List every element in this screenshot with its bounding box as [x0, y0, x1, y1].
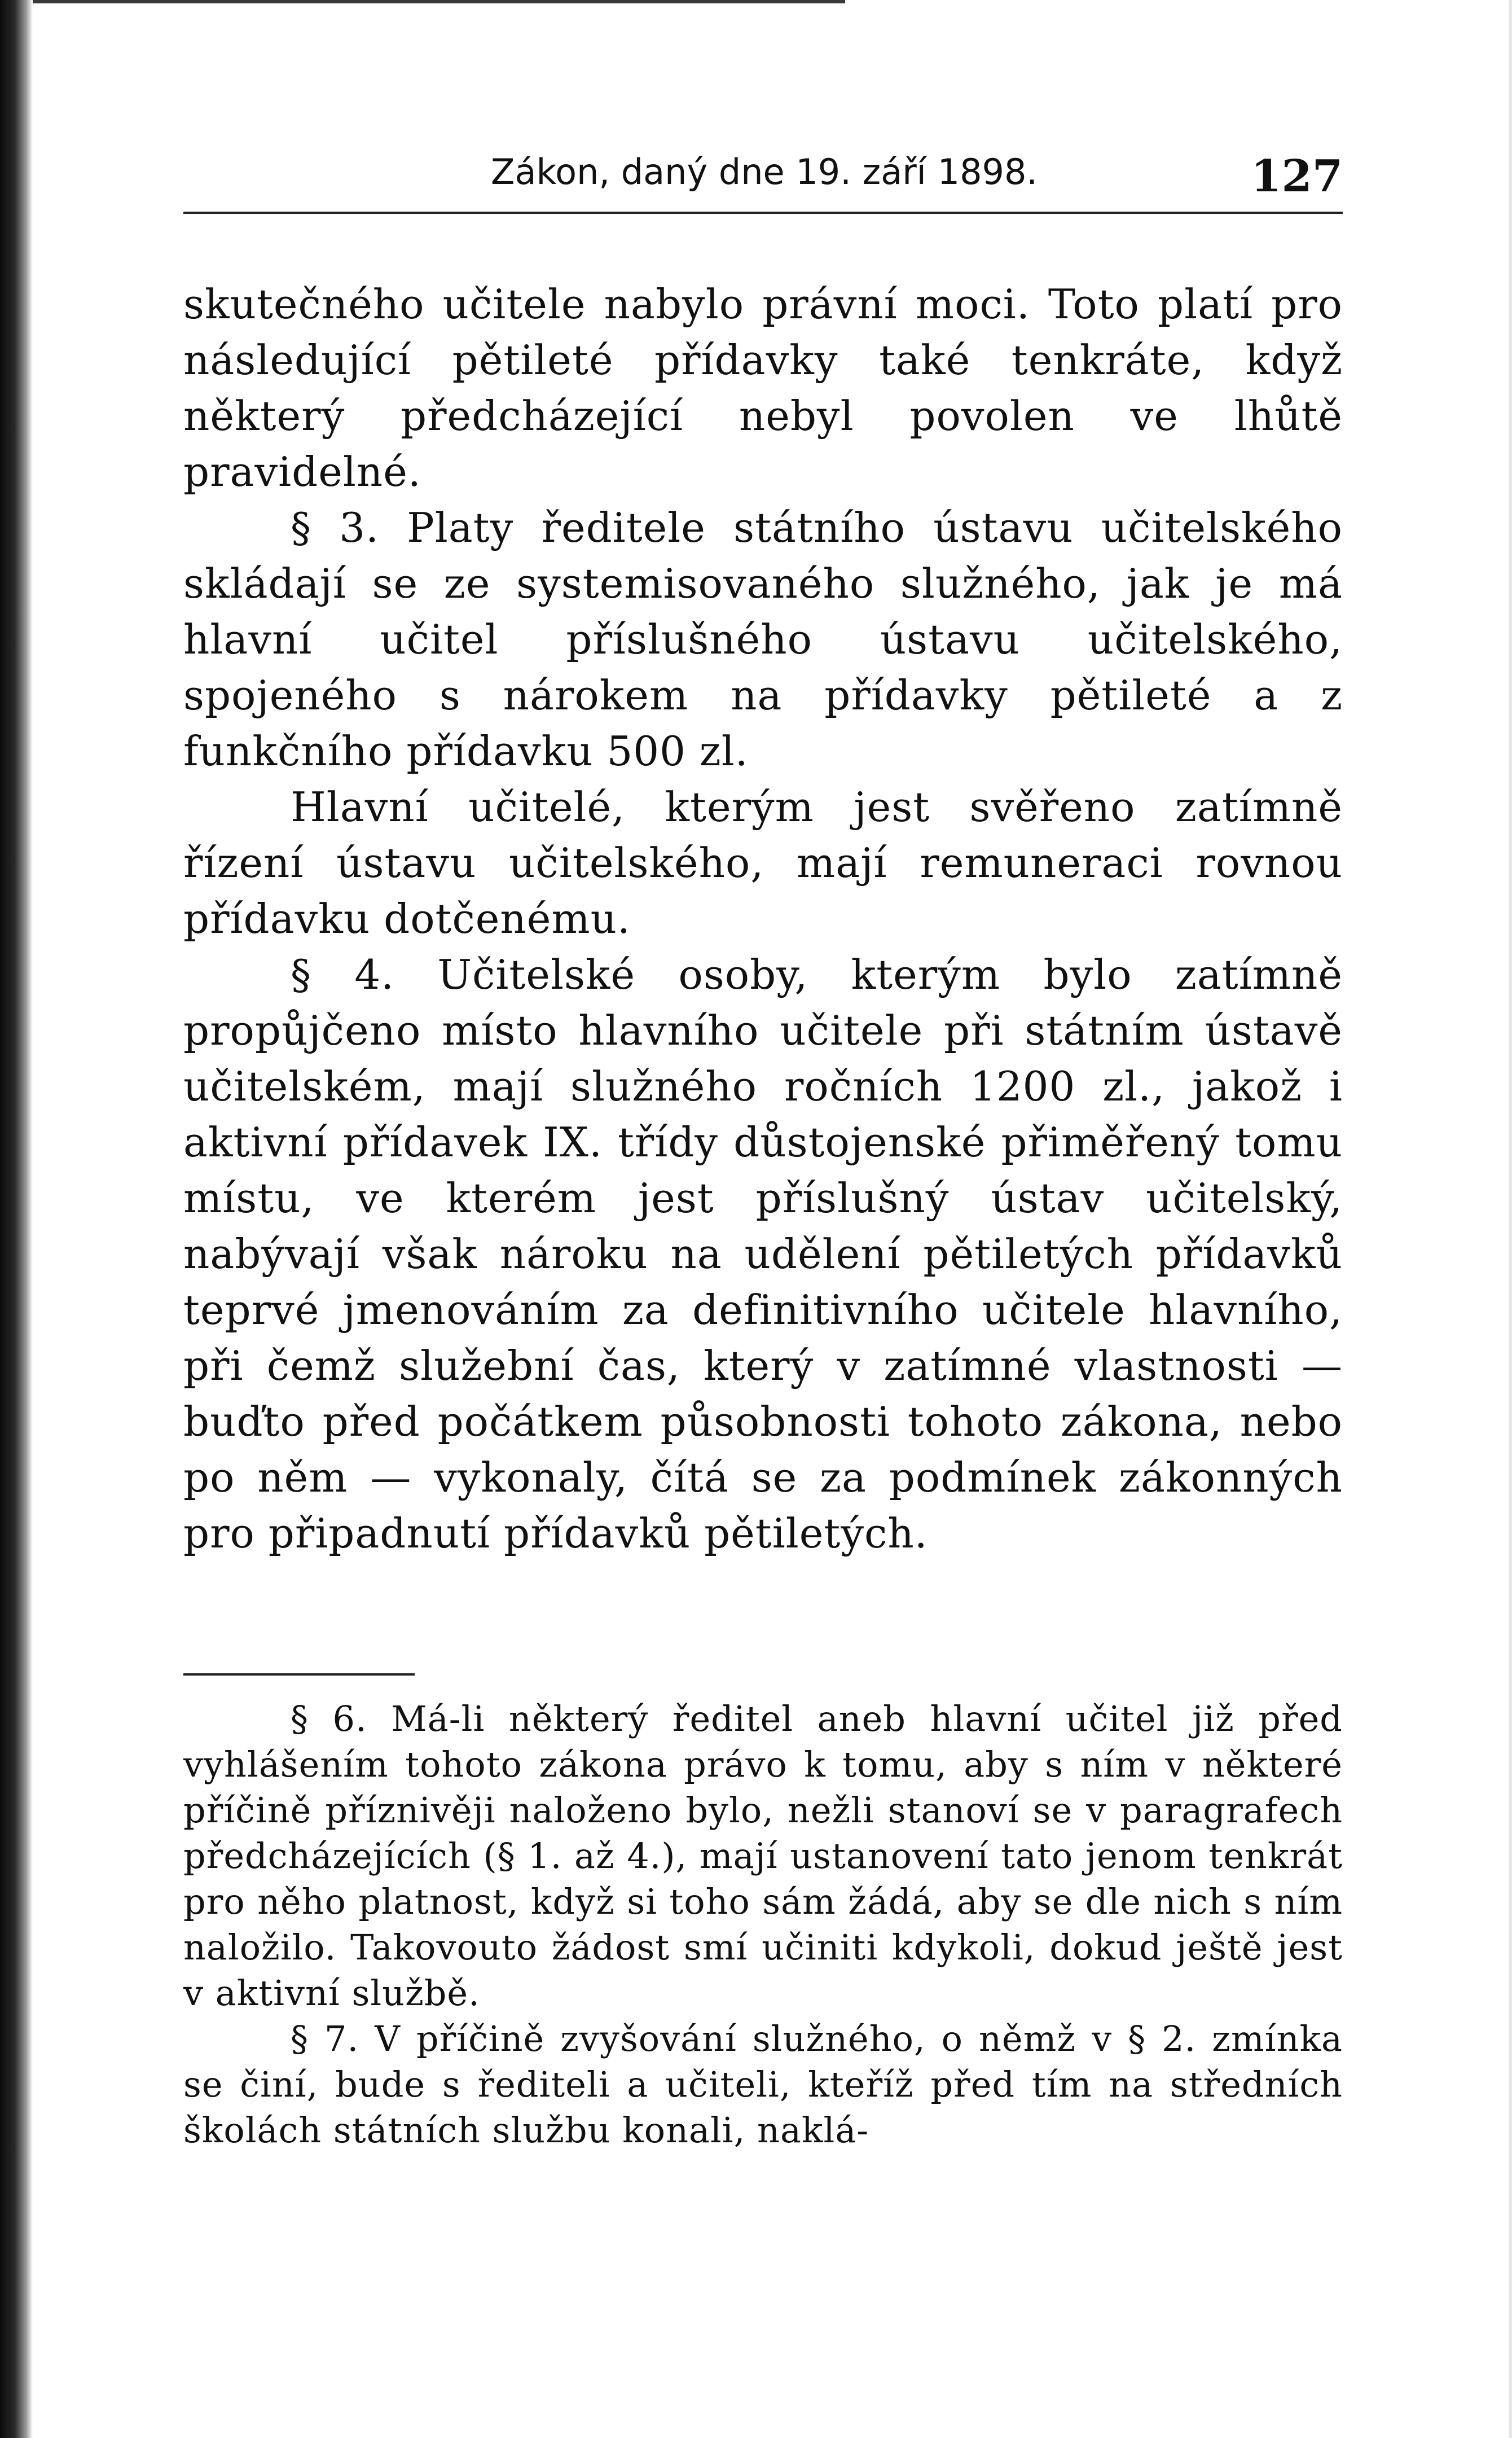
header-rule	[183, 212, 1343, 214]
footnote-section-7: § 7. V příčině zvyšování služného, o němž v § 2. zmínka se činí, bude s řediteli a učiteli, kteříž před tím na středních školách státních službu konali, naklá-	[183, 2018, 1343, 2151]
paragraph-section-3: § 3. Platy ředitele státního ústavu učitelského skládají se ze systemisovaného služného, jak je má hlavní učitel příslušného ústavu učitelského, spojeného s nárokem na přídavky pětileté a z funkčního přídavku 500 zl.	[183, 504, 1343, 775]
scan-top-edge	[33, 0, 845, 3]
page-number: 127	[1251, 151, 1343, 202]
footnote-rule	[183, 1673, 415, 1676]
paragraph-continuation: skutečného učitele nabylo právní moci. Toto platí pro následující pětileté přídavky také tenkráte, když některý předcházející nebyl povolen ve lhůtě pravidelné.	[183, 280, 1343, 496]
footnotes	[183, 1696, 1343, 2153]
paragraph-head-teachers: Hlavní učitelé, kterým jest svěřeno zatímně řízení ústavu učitelského, mají remuneraci rovnou přídavku dotčenému.	[183, 783, 1343, 942]
page-header	[186, 141, 1343, 209]
scan-page-edge	[0, 0, 33, 2438]
paragraph-section-4: § 4. Učitelské osoby, kterým bylo zatímně propůjčeno místo hlavního učitele při státním ústavě učitelském, mají služného ročních 1200 zl., jakož i aktivní přídavek IX. třídy důstojenské přiměřený tomu místu, ve kterém jest příslušný ústav učitelský, nabývají však nároku na udělení pětiletých přídavků teprvé jmenováním za definitivního učitele hlavního, při čemž služební čas, který v zatímné vlastnosti — buďto před počátkem působnosti tohoto zákona, nebo po něm — vykonaly, čítá se za podmínek zákonných pro připadnutí přídavků pětiletých.	[183, 951, 1343, 1557]
main-text	[183, 277, 1343, 1562]
footnote-section-6: § 6. Má-li některý ředitel aneb hlavní učitel již před vyhlášením tohoto zákona právo k tomu, aby s ním v některé příčině příznivěji naloženo bylo, nežli stanoví se v paragrafech předcházejících (§ 1. až 4.), mají ustanovení tato jenom tenkrát pro něho platnost, když si toho sám žádá, aby se dle nich s ním naložilo. Takovouto žádost smí učiniti kdykoli, dokud ještě jest v aktivní službě.	[183, 1698, 1343, 2014]
running-title: Zákon, daný dne 19. září 1898.	[491, 151, 1038, 192]
scan-right-edge	[1509, 0, 1512, 2438]
